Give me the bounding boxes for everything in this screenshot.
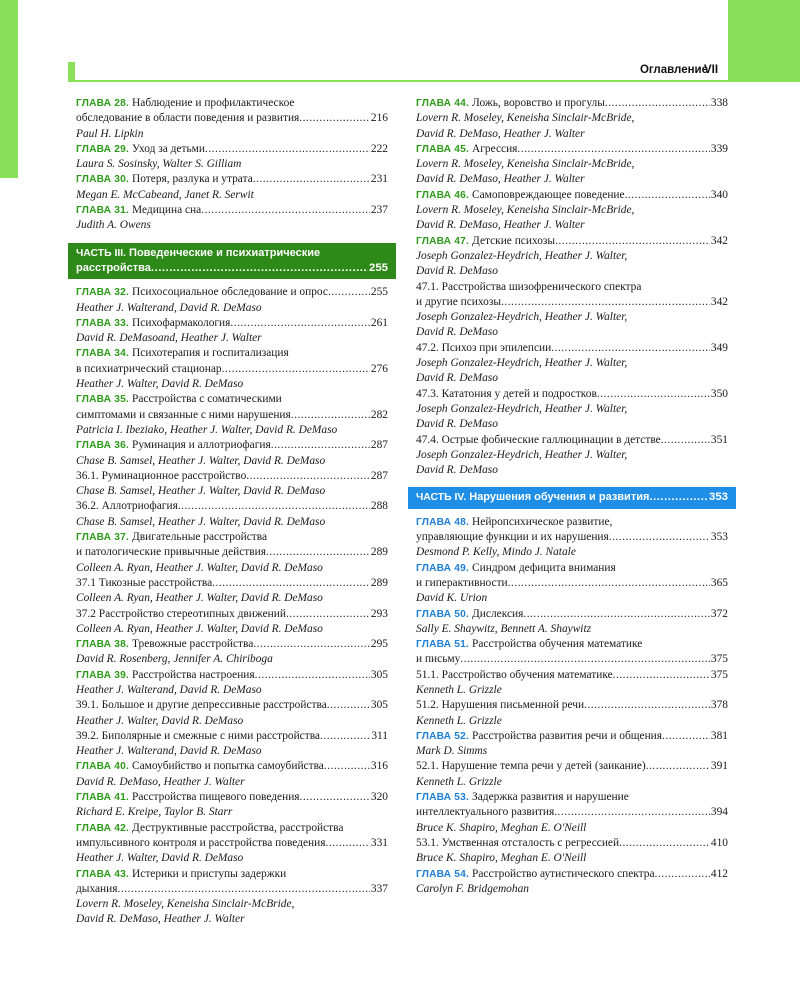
toc-entry <box>416 433 728 448</box>
author-line: Lovern R. Moseley, Keneisha Sinclair-McBride, <box>416 158 635 171</box>
entry-title: 47.1. Расстройства шизофренического спектра <box>416 280 642 293</box>
leader-dots <box>661 433 710 448</box>
leader-dots <box>523 607 710 622</box>
chapter-label: ГЛАВА 41. <box>76 792 130 804</box>
leader-dots <box>325 836 369 851</box>
chapter-label: ГЛАВА 45. <box>416 143 470 155</box>
entry-title: Двигательные расстройства <box>132 531 268 544</box>
leader-dots <box>649 490 708 505</box>
chapter-label: ГЛАВА 48. <box>416 516 470 528</box>
leader-dots <box>662 729 710 744</box>
page-ref: 349 <box>710 341 728 354</box>
page-ref: 372 <box>710 607 728 620</box>
part-heading <box>68 243 396 280</box>
toc-entry <box>76 438 388 453</box>
author-line: Kenneth L. Grizzle <box>416 683 502 696</box>
chapter-label: ГЛАВА 49. <box>416 562 470 574</box>
entry-title: 51.1. Расстройство обучения математике <box>416 668 613 681</box>
entry-title: Самоубийство и попытка самоубийства <box>132 760 324 773</box>
header-rule-line <box>68 80 728 82</box>
chapter-label: ГЛАВА 37. <box>76 532 130 544</box>
toc-heading <box>416 561 728 576</box>
author-line: Paul H. Lipkin <box>76 127 144 140</box>
page-ref: 412 <box>710 867 728 880</box>
author-line: Lovern R. Moseley, Keneisha Sinclair-McBride, <box>416 204 635 217</box>
leader-dots <box>646 759 710 774</box>
entry-title: 51.2. Нарушения письменной речи <box>416 699 585 712</box>
author-line: David R. DeMaso <box>416 265 498 278</box>
author-line: David R. DeMasoand, Heather J. Walter <box>76 332 262 345</box>
entry-title: Медицина сна <box>132 204 202 217</box>
author-line: Patricia I. Ibeziako, Heather J. Walter, David R. DeMaso <box>76 423 338 436</box>
author-line: Megan E. McCabeand, Janet R. Serwit <box>76 188 254 201</box>
toc-heading <box>416 790 728 805</box>
page-ref: 289 <box>370 576 388 589</box>
toc-entry <box>416 759 728 774</box>
entry-title: Истерики и приступы задержки <box>132 867 287 880</box>
toc-heading <box>76 530 388 545</box>
leader-dots <box>584 698 710 713</box>
leader-dots <box>324 759 370 774</box>
entry-title: Самоповреждающее поведение <box>472 188 625 201</box>
author-line: Heather J. Walterand, David R. DeMaso <box>76 745 262 758</box>
chapter-label: ГЛАВА 40. <box>76 761 130 773</box>
entry-title: Расстройства пищевого поведения <box>132 791 300 804</box>
toc-entry <box>416 387 728 402</box>
author-line: Colleen A. Ryan, Heather J. Walter, David R. DeMaso <box>76 561 323 574</box>
entry-title: Расстройство аутистического спектра <box>472 867 655 880</box>
entry-title: 36.2. Аллотриофагия <box>76 500 178 513</box>
page-ref: 394 <box>710 806 728 819</box>
author-line: Heather J. Walter, David R. DeMaso <box>76 852 244 865</box>
leader-dots <box>151 261 368 276</box>
toc-entry <box>416 652 728 667</box>
leader-dots <box>253 637 370 652</box>
author-line: Joseph Gonzalez-Heydrich, Heather J. Walter, <box>416 448 628 461</box>
toc-entry <box>416 142 728 157</box>
author-line: Carolyn F. Bridgemohan <box>416 882 529 895</box>
part-title: Нарушения обучения и развития <box>469 491 650 504</box>
entry-title: Расстройства обучения математике <box>472 638 643 651</box>
chapter-label: ГЛАВА 52. <box>416 730 470 742</box>
leader-dots <box>286 607 370 622</box>
leader-dots <box>212 576 370 591</box>
author-line: Lovern R. Moseley, Keneisha Sinclair-McBride, <box>416 112 635 125</box>
entry-title: 39.2. Биполярные и смежные с ними расстройства <box>76 729 320 742</box>
author-line: Mark D. Simms <box>416 745 488 758</box>
author-line: Colleen A. Ryan, Heather J. Walter, David R. DeMaso <box>76 622 323 635</box>
leader-dots <box>655 867 710 882</box>
entry-title: 37.1 Тикозные расстройства <box>76 576 213 589</box>
page-ref: 305 <box>370 699 388 712</box>
author-line: Desmond P. Kelly, Mindo J. Natale <box>416 546 576 559</box>
toc-entry <box>416 805 728 820</box>
entry-title: Уход за детьми <box>132 142 205 155</box>
corner-accent-top-right <box>728 0 800 82</box>
page-ref: 222 <box>370 142 388 155</box>
page-ref: 351 <box>710 433 728 446</box>
entry-title: Дислексия <box>472 607 524 620</box>
page-ref: 410 <box>710 836 728 849</box>
author-line: Kenneth L. Grizzle <box>416 714 502 727</box>
page-ref: 340 <box>710 188 728 201</box>
leader-dots <box>619 836 710 851</box>
author-line: David K. Urion <box>416 592 488 605</box>
chapter-label: ГЛАВА 47. <box>416 235 470 247</box>
entry-title: 52.1. Нарушение темпа речи у детей (заикание) <box>416 760 646 773</box>
author-line: David R. DeMaso <box>416 464 498 477</box>
page-ref: 231 <box>370 173 388 186</box>
chapter-label: ГЛАВА 43. <box>76 868 130 880</box>
chapter-label: ГЛАВА 46. <box>416 189 470 201</box>
chapter-label: ГЛАВА 28. <box>76 98 130 109</box>
chapter-label: ГЛАВА 36. <box>76 440 130 452</box>
toc-entry <box>416 836 728 851</box>
entry-title: 39.1. Большое и другие депрессивные расстройства <box>76 699 327 712</box>
part-title-cont: расстройства <box>76 261 151 274</box>
page-ref: 338 <box>710 97 728 109</box>
author-line: Bruce K. Shapiro, Meghan E. O'Neill <box>416 821 587 834</box>
page-ref: 305 <box>370 668 388 681</box>
leader-dots <box>117 882 369 897</box>
toc-heading <box>76 96 388 111</box>
chapter-label: ГЛАВА 50. <box>416 608 470 620</box>
author-line: David R. DeMaso, Heather J. Walter <box>76 775 245 788</box>
leader-dots <box>555 234 710 249</box>
toc-entry <box>76 698 388 713</box>
chapter-label: ГЛАВА 51. <box>416 639 470 651</box>
entry-title: дыхания <box>76 882 118 895</box>
leader-dots <box>299 111 370 126</box>
author-line: Joseph Gonzalez-Heydrich, Heather J. Walter, <box>416 357 628 370</box>
toc-heading <box>76 346 388 361</box>
leader-dots <box>300 790 370 805</box>
entry-title: Психотерапия и госпитализация <box>132 347 289 360</box>
chapter-label: ГЛАВА 54. <box>416 868 470 880</box>
page-ref: 339 <box>710 142 728 155</box>
entry-title: Наблюдение и профилактическое <box>132 97 295 109</box>
toc-entry <box>76 408 388 423</box>
toc-heading <box>416 637 728 652</box>
toc-entry <box>416 295 728 310</box>
entry-title: Расстройства развития речи и общения <box>472 729 663 742</box>
entry-title: Задержка развития и нарушение <box>472 791 629 804</box>
entry-title: 53.1. Умственная отсталость с регрессией <box>416 836 620 849</box>
author-line: David R. DeMaso, Heather J. Walter <box>416 173 585 186</box>
toc-entry <box>416 607 728 622</box>
toc-heading <box>76 392 388 407</box>
leader-dots <box>508 576 710 591</box>
chapter-label: ГЛАВА 42. <box>76 822 130 834</box>
entry-title: Руминация и аллотриофагия <box>132 439 271 452</box>
toc-entry <box>76 111 388 126</box>
entry-title: обследование в области поведения и развития <box>76 112 300 125</box>
toc-entry <box>76 637 388 652</box>
toc-entry <box>76 316 388 331</box>
leader-dots <box>609 530 710 545</box>
author-line: Chase B. Samsel, Heather J. Walter, David R. DeMaso <box>76 515 326 528</box>
toc-entry <box>76 882 388 897</box>
leader-dots <box>222 362 370 377</box>
chapter-label: ГЛАВА 38. <box>76 639 130 651</box>
page-ref: 216 <box>370 112 388 125</box>
leader-dots <box>460 652 710 667</box>
page-ref: 289 <box>370 546 388 559</box>
author-line: David R. DeMaso, Heather J. Walter <box>416 219 585 232</box>
author-line: David R. Rosenberg, Jennifer A. Chiriboga <box>76 653 273 666</box>
entry-title: и гиперактивности <box>416 576 508 589</box>
author-line: Joseph Gonzalez-Heydrich, Heather J. Walter, <box>416 311 628 324</box>
author-line: Heather J. Walter, David R. DeMaso <box>76 714 244 727</box>
page-number: VII <box>704 64 719 76</box>
page-ref: 378 <box>710 699 728 712</box>
page-ref: 320 <box>370 791 388 804</box>
author-line: Chase B. Samsel, Heather J. Walter, David R. DeMaso <box>76 485 326 498</box>
header-accent-bar <box>68 62 75 82</box>
part-label: ЧАСТЬ IV. <box>416 492 467 504</box>
author-line: Sally E. Shaywitz, Bennett A. Shaywitz <box>416 622 592 635</box>
author-line: Colleen A. Ryan, Heather J. Walter, David R. DeMaso <box>76 592 323 605</box>
author-line: Heather J. Walterand, David R. DeMaso <box>76 683 262 696</box>
page-ref: 375 <box>710 668 728 681</box>
leader-dots <box>230 316 370 331</box>
entry-title: и патологические привычные действия <box>76 546 266 559</box>
author-line: David R. DeMaso <box>416 418 498 431</box>
page-ref: 261 <box>370 316 388 329</box>
entry-title: импульсивного контроля и расстройства поведения <box>76 836 326 849</box>
toc-heading <box>416 515 728 530</box>
leader-dots <box>328 285 370 300</box>
toc-column-right <box>416 96 728 897</box>
author-line: David R. DeMaso <box>416 372 498 385</box>
toc-entry <box>416 576 728 591</box>
page-ref: 342 <box>710 295 728 308</box>
author-line: Joseph Gonzalez-Heydrich, Heather J. Walter, <box>416 402 628 415</box>
page-ref: 353 <box>710 531 728 544</box>
page-ref: 282 <box>370 408 388 421</box>
author-line: Kenneth L. Grizzle <box>416 775 502 788</box>
entry-title: 47.3. Кататония у детей и подростков <box>416 387 597 400</box>
toc-entry <box>416 698 728 713</box>
entry-title: Психосоциальное обследование и опрос <box>132 286 328 299</box>
page-ref: 353 <box>708 491 728 504</box>
toc-entry <box>76 729 388 744</box>
entry-title: Расстройства с соматическими <box>132 393 282 406</box>
leader-dots <box>517 142 709 157</box>
margin-accent-left <box>0 0 18 178</box>
chapter-label: ГЛАВА 53. <box>416 792 470 804</box>
toc-entry <box>76 545 388 560</box>
toc-heading <box>76 867 388 882</box>
entry-title: Тревожные расстройства <box>132 638 254 651</box>
entry-title: Нейропсихическое развитие, <box>472 515 613 528</box>
page-ref: 295 <box>370 638 388 651</box>
page-ref: 331 <box>370 836 388 849</box>
toc-entry <box>416 729 728 744</box>
author-line: Chase B. Samsel, Heather J. Walter, David R. DeMaso <box>76 454 326 467</box>
entry-title: Синдром дефицита внимания <box>472 561 616 574</box>
author-line: David R. DeMaso, Heather J. Walter <box>416 127 585 140</box>
page-ref: 255 <box>368 261 388 274</box>
toc-entry <box>76 362 388 377</box>
leader-dots <box>320 729 370 744</box>
entry-title: 47.2. Психоз при эпилепсии <box>416 341 552 354</box>
leader-dots <box>551 341 710 356</box>
part-heading <box>408 487 736 508</box>
entry-title: Детские психозы <box>472 234 556 247</box>
author-line: Bruce K. Shapiro, Meghan E. O'Neill <box>416 852 587 865</box>
toc-entry <box>76 142 388 157</box>
page-ref: 287 <box>370 439 388 452</box>
entry-title: Расстройства настроения <box>132 668 255 681</box>
toc-entry <box>76 285 388 300</box>
author-line: David R. DeMaso <box>416 326 498 339</box>
toc-entry <box>416 530 728 545</box>
chapter-label: ГЛАВА 33. <box>76 317 130 329</box>
entry-title: интеллектуального развития <box>416 806 555 819</box>
page-ref: 391 <box>710 760 728 773</box>
page-ref: 288 <box>370 500 388 513</box>
entry-title: в психиатрический стационар <box>76 362 222 375</box>
page-ref: 350 <box>710 387 728 400</box>
leader-dots <box>205 142 370 157</box>
page-ref: 316 <box>370 760 388 773</box>
leader-dots <box>253 172 370 187</box>
author-line: Heather J. Walterand, David R. DeMaso <box>76 301 262 314</box>
author-line: David R. DeMaso, Heather J. Walter <box>76 913 245 926</box>
toc-entry <box>416 96 728 111</box>
entry-title: Агрессия <box>472 142 518 155</box>
leader-dots <box>597 387 710 402</box>
page-ref: 255 <box>370 286 388 299</box>
leader-dots <box>554 805 710 820</box>
toc-entry <box>76 759 388 774</box>
part-title: Поведенческие и психиатрические <box>129 246 321 259</box>
leader-dots <box>327 698 370 713</box>
page-ref: 375 <box>710 653 728 666</box>
author-line: Judith A. Owens <box>76 219 151 232</box>
toc-entry <box>76 576 388 591</box>
author-line: Richard E. Kreipe, Taylor B. Starr <box>76 806 233 819</box>
entry-title: и другие психозы <box>416 295 502 308</box>
page-ref: 276 <box>370 362 388 375</box>
entry-title: симптомами и связанные с ними нарушения <box>76 408 291 421</box>
page-ref: 337 <box>370 882 388 895</box>
toc-heading <box>76 821 388 836</box>
leader-dots <box>201 203 370 218</box>
author-line: Heather J. Walter, David R. DeMaso <box>76 378 244 391</box>
page-ref: 365 <box>710 576 728 589</box>
chapter-label: ГЛАВА 32. <box>76 287 130 299</box>
entry-title: и письму <box>416 653 461 666</box>
author-line: Laura S. Sosinsky, Walter S. Gilliam <box>76 158 242 171</box>
chapter-label: ГЛАВА 30. <box>76 174 130 186</box>
entry-title: 37.2 Расстройство стереотипных движений <box>76 607 286 620</box>
entry-title: Деструктивные расстройства, расстройства <box>132 821 344 834</box>
toc-entry <box>76 469 388 484</box>
page-ref: 293 <box>370 607 388 620</box>
chapter-label: ГЛАВА 35. <box>76 394 130 406</box>
chapter-label: ГЛАВА 31. <box>76 205 130 217</box>
entry-title: управляющие функции и их нарушения <box>416 531 609 544</box>
chapter-label: ГЛАВА 44. <box>416 98 470 109</box>
leader-dots <box>255 668 370 683</box>
chapter-label: ГЛАВА 34. <box>76 348 130 360</box>
entry-title: 36.1. Руминационное расстройство <box>76 469 247 482</box>
entry-title: Психофармакология <box>132 316 231 329</box>
toc-entry <box>416 234 728 249</box>
toc-entry <box>416 341 728 356</box>
leader-dots <box>605 96 710 111</box>
page-ref: 381 <box>710 729 728 742</box>
page-ref: 342 <box>710 234 728 247</box>
entry-title: Потеря, разлука и утрата <box>132 173 253 186</box>
leader-dots <box>178 499 370 514</box>
toc-entry <box>76 836 388 851</box>
leader-dots <box>271 438 370 453</box>
leader-dots <box>266 545 370 560</box>
toc-heading <box>416 280 728 295</box>
toc-entry <box>76 790 388 805</box>
toc-entry <box>416 867 728 882</box>
toc-entry <box>76 499 388 514</box>
page-ref: 237 <box>370 204 388 217</box>
toc-entry <box>416 668 728 683</box>
toc-entry <box>76 607 388 622</box>
page-ref: 311 <box>371 729 388 742</box>
chapter-label: ГЛАВА 29. <box>76 143 130 155</box>
toc-column-left <box>76 96 388 928</box>
toc-entry <box>76 203 388 218</box>
toc-entry <box>416 188 728 203</box>
entry-title: 47.4. Острые фобические галлюцинации в детстве <box>416 433 661 446</box>
leader-dots <box>246 469 370 484</box>
page-ref: 287 <box>370 469 388 482</box>
leader-dots <box>291 408 370 423</box>
running-title: Оглавление <box>639 64 708 76</box>
leader-dots <box>625 188 710 203</box>
leader-dots <box>501 295 710 310</box>
toc-entry <box>76 172 388 187</box>
author-line: Lovern R. Moseley, Keneisha Sinclair-McBride, <box>76 898 295 911</box>
part-label: ЧАСТЬ III. <box>76 247 127 259</box>
toc-entry <box>76 668 388 683</box>
leader-dots <box>613 668 710 683</box>
author-line: Joseph Gonzalez-Heydrich, Heather J. Walter, <box>416 249 628 262</box>
chapter-label: ГЛАВА 39. <box>76 669 130 681</box>
entry-title: Ложь, воровство и прогулы <box>472 97 605 109</box>
